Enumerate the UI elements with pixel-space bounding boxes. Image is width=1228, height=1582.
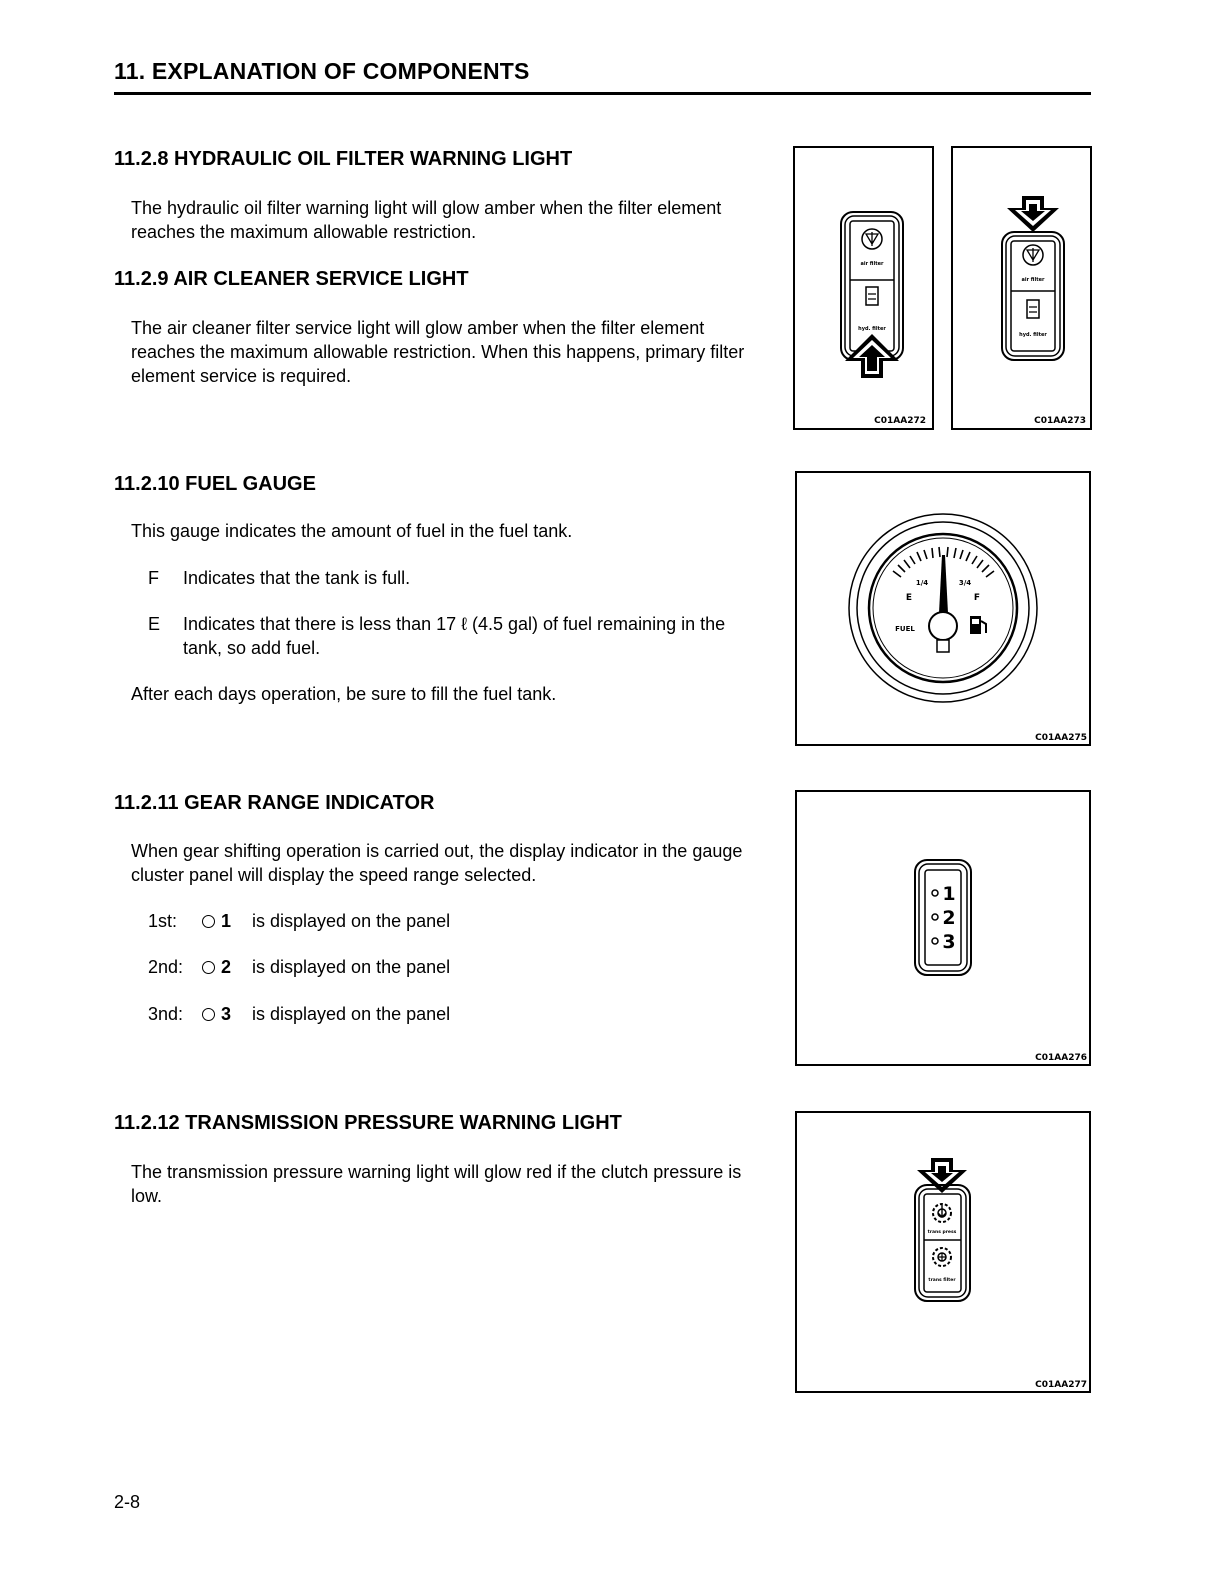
hyd-filter-panel-icon [795, 148, 932, 428]
header-rule [114, 92, 1091, 95]
gear-row-3-text: is displayed on the panel [252, 1004, 451, 1024]
gear-row-3-num: 3 [221, 1004, 232, 1024]
fig2-top-label: air filter [1021, 277, 1045, 283]
heading-11-2-8: 11.2.8 HYDRAULIC OIL FILTER WARNING LIGHT [114, 148, 573, 170]
trans-press-label: trans press [927, 1230, 957, 1235]
fuel-f-key: F [148, 568, 159, 588]
fig2-bottom-label: hyd. filter [1019, 332, 1047, 338]
gear-row-3-label: 3nd: [148, 1004, 184, 1024]
gear-row-2-indicator [202, 955, 231, 979]
fuel-label: FUEL [895, 625, 915, 633]
body-11-2-10-intro: This gauge indicates the amount of fuel in the fuel tank. [131, 521, 573, 541]
gear-1-display: 1 [942, 883, 956, 905]
heading-11-2-9: 11.2.9 AIR CLEANER SERVICE LIGHT [114, 268, 469, 290]
body-11-2-10-outro: After each days operation, be sure to fill the fuel tank. [131, 684, 557, 704]
gear-row-3-indicator [202, 1002, 231, 1026]
gear-row-2-label: 2nd: [148, 957, 184, 977]
body-11-2-12: The transmission pressure warning light will glow red if the clutch pressure is low. [131, 1162, 742, 1206]
gear-row-1-text: is displayed on the panel [252, 911, 451, 931]
fuel-three-quarter-label: 3/4 [958, 579, 972, 587]
figure-code: C01AA272 [874, 416, 926, 426]
fuel-gauge-icon [797, 473, 1089, 744]
body-11-2-8: The hydraulic oil filter warning light will glow amber when the filter element reaches the maximum allowable restriction. [131, 198, 722, 242]
gear-3-display: 3 [942, 931, 956, 953]
figure-transmission-pressure [795, 1111, 1091, 1393]
gear-row-1-indicator [202, 909, 231, 933]
fuel-e-key: E [148, 614, 161, 634]
gear-row-1-label: 1st: [148, 911, 178, 931]
gear-2-display: 2 [942, 907, 956, 929]
fuel-f-text: Indicates that the tank is full. [183, 568, 411, 588]
figure-code: C01AA275 [1035, 733, 1087, 743]
gear-row-2-num: 2 [221, 957, 232, 977]
figure-code: C01AA277 [1035, 1380, 1087, 1390]
fig1-top-label: air filter [860, 261, 884, 267]
figure-air-filter-light [951, 146, 1092, 430]
figure-code: C01AA273 [1034, 416, 1086, 426]
fuel-e-text-1: Indicates that there is less than 17 ℓ (4.5 gal) of fuel remaining in the [183, 614, 726, 634]
fuel-quarter-label: 1/4 [915, 579, 929, 587]
circle-icon [202, 961, 215, 974]
figure-fuel-gauge [795, 471, 1091, 746]
heading-11-2-10: 11.2.10 FUEL GAUGE [114, 473, 316, 495]
gear-range-panel-icon [797, 792, 1089, 1064]
gear-row-2-text: is displayed on the panel [252, 957, 451, 977]
circle-icon [202, 915, 215, 928]
figure-gear-range [795, 790, 1091, 1066]
page-number: 2-8 [114, 1492, 141, 1512]
fuel-full-label: F [973, 593, 981, 603]
fuel-empty-label: E [905, 593, 913, 603]
fig1-bottom-label: hyd. filter [858, 326, 886, 332]
body-11-2-11: When gear shifting operation is carried out, the display indicator in the gauge cluster panel will display the speed range selected. [131, 841, 743, 885]
air-filter-panel-icon [953, 148, 1090, 428]
figure-code: C01AA276 [1035, 1053, 1087, 1063]
circle-icon [202, 1008, 215, 1021]
chapter-title: 11. EXPLANATION OF COMPONENTS [114, 58, 530, 84]
figure-hyd-filter-light [793, 146, 934, 430]
fuel-e-text-2: tank, so add fuel. [183, 638, 321, 658]
trans-filter-label: trans filter [928, 1278, 956, 1283]
body-11-2-9: The air cleaner filter service light will glow amber when the filter element reaches the maximum allowable restriction. When this happens, primary filter element service is required. [131, 318, 745, 386]
transmission-panel-icon [797, 1113, 1089, 1391]
fuel-pump-icon [970, 616, 986, 634]
heading-11-2-11: 11.2.11 GEAR RANGE INDICATOR [114, 792, 435, 814]
gear-row-1-num: 1 [221, 911, 232, 931]
heading-11-2-12: 11.2.12 TRANSMISSION PRESSURE WARNING LIGHT [114, 1112, 622, 1134]
